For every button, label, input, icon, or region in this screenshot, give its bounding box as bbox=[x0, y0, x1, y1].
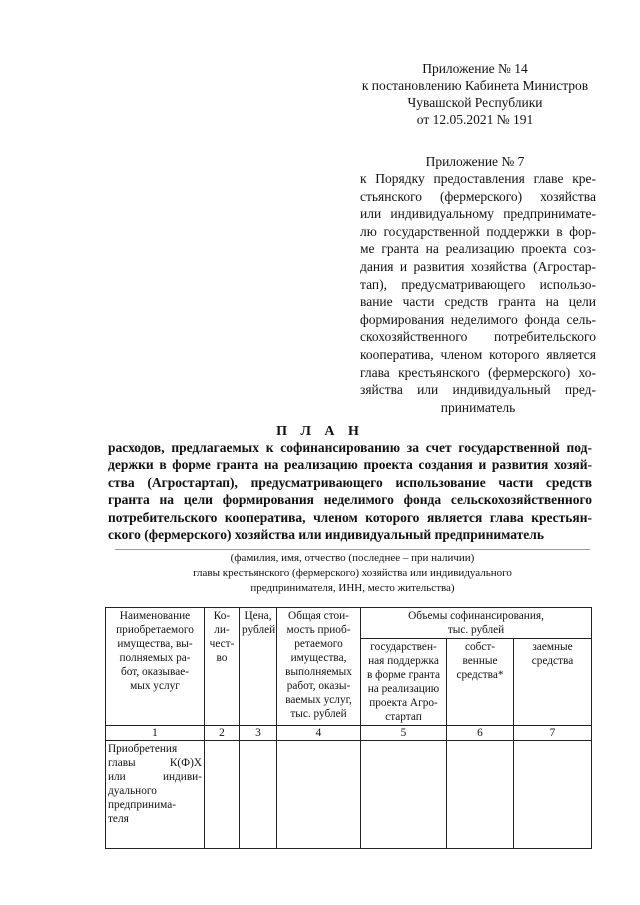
column-number: 3 bbox=[240, 726, 277, 741]
appendix-14-line: к постановлению Кабинета Министров bbox=[361, 78, 589, 93]
plan-subtitle-line: потребительского кооператива, членом которого является глава крестьян- bbox=[108, 509, 592, 525]
column-number: 7 bbox=[514, 726, 592, 741]
column-number: 1 bbox=[106, 726, 205, 741]
header-name: Наименование приобретаемого имущества, вы- полняемых ра- бот, оказывае- мых услуг bbox=[106, 608, 205, 726]
header-own-funds: собст- венные средства* bbox=[447, 639, 514, 726]
appendix-7-line: формирования неделимого фонда сель- bbox=[360, 311, 596, 327]
appendix-7-line: зяйства или индивидуальный пред- bbox=[360, 382, 596, 398]
appendix-7-line: лю государственной поддержки в фор- bbox=[360, 223, 596, 239]
plan-subtitle bbox=[108, 439, 592, 543]
plan-subtitle-line: ства (Агростартап), предусматривающего использование части средств bbox=[108, 474, 592, 490]
fio-caption-line: (фамилия, имя, отчество (последнее – при наличии) bbox=[230, 552, 475, 564]
appendix-7-line: тап), предусматривающего использо- bbox=[360, 276, 596, 292]
column-number: 5 bbox=[361, 726, 447, 741]
table-cell-empty bbox=[240, 741, 277, 849]
appendix-7-title: Приложение № 7 bbox=[425, 154, 525, 169]
fio-fill-line bbox=[115, 549, 590, 550]
row-label-acquisitions: Приобретения главы К(Ф)Х или индиви- дуального предпринима- теля bbox=[106, 741, 205, 849]
plan-subtitle-line: держки в форме гранта на реализацию проекта создания и развития хозяй- bbox=[108, 457, 592, 473]
table-cell-empty bbox=[205, 741, 240, 849]
plan-subtitle-line: гранта на цели формирования неделимого фонда сельскохозяйственного bbox=[108, 492, 592, 508]
table-row bbox=[106, 741, 592, 849]
table-cell-empty bbox=[361, 741, 447, 849]
header-price: Цена, рублей bbox=[240, 608, 277, 726]
appendix-14-header bbox=[340, 60, 610, 128]
header-cofinancing: Объемы софинансирования, тыс. рублей bbox=[361, 608, 592, 639]
table-cell-empty bbox=[277, 741, 361, 849]
appendix-7-line: приниматель bbox=[440, 399, 516, 415]
appendix-7-line: дания и развития хозяйства (Агростар- bbox=[360, 258, 596, 274]
column-number-row bbox=[106, 726, 592, 741]
appendix-7-line: или индивидуальному предпринимате- bbox=[360, 206, 596, 222]
header-state-support: государствен- ная поддержка в форме гранта на реализацию проекта Агро- стартап bbox=[361, 639, 447, 726]
header-total-cost: Общая стои- мость приоб- ретаемого имущества, выполняемых работ, оказы- ваемых услуг, тыс. рублей bbox=[277, 608, 361, 726]
appendix-7-line: стьянского (фермерского) хозяйства bbox=[360, 188, 596, 204]
column-number: 6 bbox=[447, 726, 514, 741]
header-quantity: Ко- ли- чест- во bbox=[205, 608, 240, 726]
appendix-7-line: ме гранта на реализацию проекта соз- bbox=[360, 241, 596, 257]
fio-caption-line: главы крестьянского (фермерского) хозяйства или индивидуального bbox=[193, 567, 512, 579]
appendix-7-line: глава крестьянского (фермерского) хо- bbox=[360, 364, 596, 380]
table-cell-empty bbox=[447, 741, 514, 849]
plan-subtitle-line: расходов, предлагаемых к софинансированию за счет государственной под- bbox=[108, 440, 592, 455]
fio-caption-line: предпринимателя, ИНН, место жительства) bbox=[250, 582, 455, 594]
appendix-14-line: Приложение № 14 bbox=[422, 61, 528, 76]
fio-caption bbox=[110, 551, 595, 596]
header-borrowed-funds: заемные средства bbox=[514, 639, 592, 726]
appendix-14-line: Чувашской Республики bbox=[407, 95, 543, 110]
appendix-7-line: скохозяйственного потребительского bbox=[360, 329, 596, 345]
appendix-14-line: от 12.05.2021 № 191 bbox=[416, 112, 534, 127]
appendix-7-line: вание части средств гранта на цели bbox=[360, 294, 596, 310]
plan-title: П Л А Н bbox=[276, 424, 364, 439]
column-number: 2 bbox=[205, 726, 240, 741]
plan-table bbox=[105, 607, 592, 849]
appendix-7-body bbox=[360, 170, 596, 416]
plan-subtitle-line: ского (фермерского) хозяйства или индивидуальный предприниматель bbox=[108, 526, 544, 542]
table-header-row bbox=[106, 608, 592, 639]
appendix-7-line: к Порядку предоставления главе кре- bbox=[360, 171, 596, 186]
table-cell-empty bbox=[514, 741, 592, 849]
column-number: 4 bbox=[277, 726, 361, 741]
appendix-7-line: кооператива, членом которого является bbox=[360, 346, 596, 362]
